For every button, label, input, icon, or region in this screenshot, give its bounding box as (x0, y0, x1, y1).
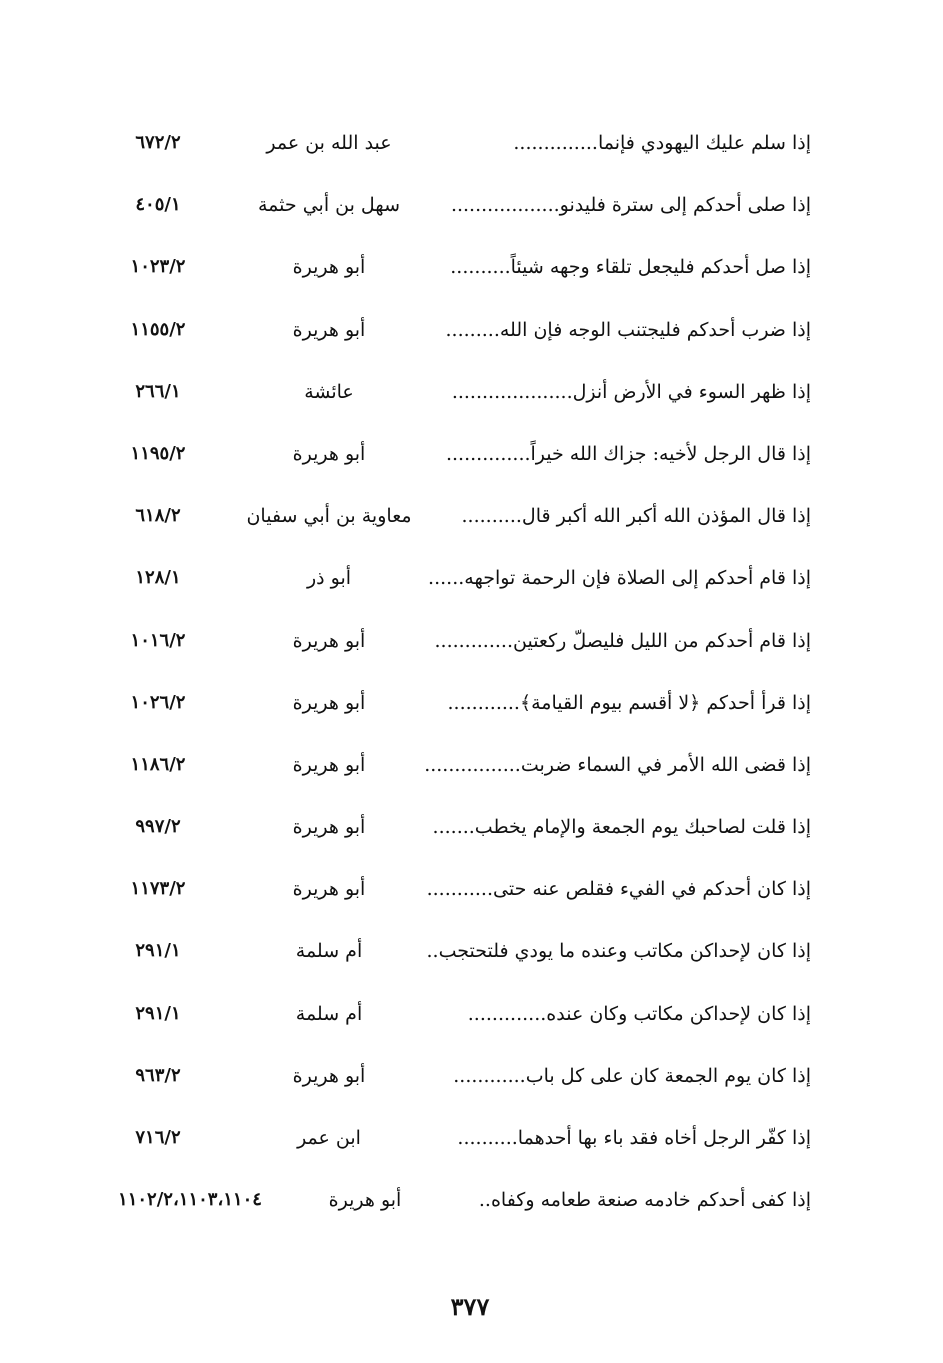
hadith-text: إذا قام أحدكم إلى الصلاة فإن الرحمة تواجهه...... (428, 567, 811, 590)
narrator: أبو هريرة (292, 318, 366, 341)
narrator: أبو هريرة (292, 256, 366, 279)
hadith-text: إذا كان لإحداكن مكاتب وكان عنده............. (467, 1002, 811, 1025)
index-entry (0, 547, 943, 609)
hadith-text: إذا قال المؤذن الله أكبر الله أكبر قال.......... (461, 505, 811, 528)
hadith-text: إذا قضى الله الأمر في السماء ضربت................ (424, 753, 811, 776)
narrator: معاوية بن أبي سفيان (246, 505, 412, 528)
volume-page-ref: ٦١٨/٢ (135, 505, 181, 527)
hadith-text: إذا قرأ أحدكم ﴿لا أقسم بيوم القيامة﴾............ (447, 691, 811, 714)
narrator: أبو هريرة (292, 629, 366, 652)
hadith-text: إذا كان لإحداكن مكاتب وعنده ما يودي فلتحتجب.. (426, 940, 811, 963)
volume-page-ref: ١١٠٢/٢،١١٠٣،١١٠٤ (118, 1189, 262, 1211)
index-entry (0, 485, 943, 547)
volume-page-ref: ١٢٨/١ (135, 567, 181, 589)
index-entry (0, 983, 943, 1045)
volume-page-ref: ١٠٢٦/٢ (130, 691, 186, 713)
narrator: أبو هريرة (328, 1189, 402, 1212)
index-entry (0, 734, 943, 796)
narrator: ابن عمر (297, 1127, 361, 1149)
index-entry (0, 1045, 943, 1107)
hadith-text: إذا ضرب أحدكم فليجتنب الوجه فإن الله......... (445, 318, 811, 341)
index-entry (0, 1169, 943, 1231)
hadith-text: إذا صل أحدكم فليجعل تلقاء وجهه شيئاً.......... (450, 256, 811, 279)
volume-page-ref: ١١٨٦/٢ (130, 753, 186, 775)
narrator: أم سلمة (295, 940, 363, 963)
hadith-text: إذا كفّر الرجل أخاه فقد باء بها أحدهما.......... (457, 1127, 811, 1149)
hadith-text: إذا ظهر السوء في الأرض أنزل.................... (451, 380, 811, 403)
page-number: ٣٧٧ (450, 1292, 490, 1321)
volume-page-ref: ١١٧٣/٢ (130, 878, 186, 900)
index-entry (0, 361, 943, 423)
narrator: عائشة (304, 380, 354, 403)
volume-page-ref: ٢٦٦/١ (135, 380, 181, 402)
volume-page-ref: ٢٩١/١ (135, 1002, 181, 1024)
volume-page-ref: ١١٥٥/٢ (130, 318, 186, 340)
volume-page-ref: ٢٩١/١ (135, 940, 181, 962)
hadith-text: إذا قال الرجل لأخيه: جزاك الله خيراً.............. (445, 442, 811, 465)
narrator: أبو هريرة (292, 753, 366, 776)
volume-page-ref: ١٠١٦/٢ (130, 629, 186, 651)
hadith-index-list (0, 112, 943, 1231)
index-entry (0, 1107, 943, 1169)
hadith-text: إذا صلى أحدكم إلى سترة فليدنو.................. (450, 194, 811, 217)
volume-page-ref: ٧١٦/٢ (135, 1127, 181, 1148)
narrator: أم سلمة (295, 1002, 363, 1025)
hadith-text: إذا كان يوم الجمعة كان على كل باب............ (453, 1064, 811, 1087)
narrator: أبو ذر (306, 567, 352, 590)
volume-page-ref: ٦٧٢/٢ (135, 132, 181, 153)
index-entry (0, 174, 943, 236)
narrator: أبو هريرة (292, 691, 366, 714)
index-entry (0, 423, 943, 485)
hadith-text: إذا كان أحدكم في الفيء فقلص عنه حتى........... (426, 878, 811, 901)
volume-page-ref: ٩٩٧/٢ (135, 816, 181, 838)
hadith-text: إذا سلم عليك اليهودي فإنما.............. (513, 132, 811, 154)
index-entry (0, 920, 943, 982)
narrator: أبو هريرة (292, 442, 366, 465)
narrator: أبو هريرة (292, 816, 366, 839)
index-entry (0, 299, 943, 361)
narrator: عبد الله بن عمر (266, 132, 392, 154)
hadith-text: إذا قلت لصاحبك يوم الجمعة والإمام يخطب....... (432, 816, 811, 839)
narrator: سهل بن أبي حثمة (258, 194, 400, 217)
index-entry (0, 236, 943, 298)
index-entry (0, 610, 943, 672)
volume-page-ref: ١٠٢٣/٢ (130, 256, 186, 278)
hadith-text: إذا كفى أحدكم خادمه صنعة طعامه وكفاه.. (478, 1189, 811, 1212)
index-entry (0, 858, 943, 920)
narrator: أبو هريرة (292, 1064, 366, 1087)
index-entry (0, 796, 943, 858)
index-entry (0, 112, 943, 174)
hadith-text: إذا قام أحدكم من الليل فليصلّ ركعتين............. (434, 629, 811, 652)
volume-page-ref: ٤٠٥/١ (135, 194, 181, 216)
volume-page-ref: ٩٦٣/٢ (135, 1064, 181, 1086)
index-entry (0, 672, 943, 734)
volume-page-ref: ١١٩٥/٢ (130, 442, 186, 464)
narrator: أبو هريرة (292, 878, 366, 901)
